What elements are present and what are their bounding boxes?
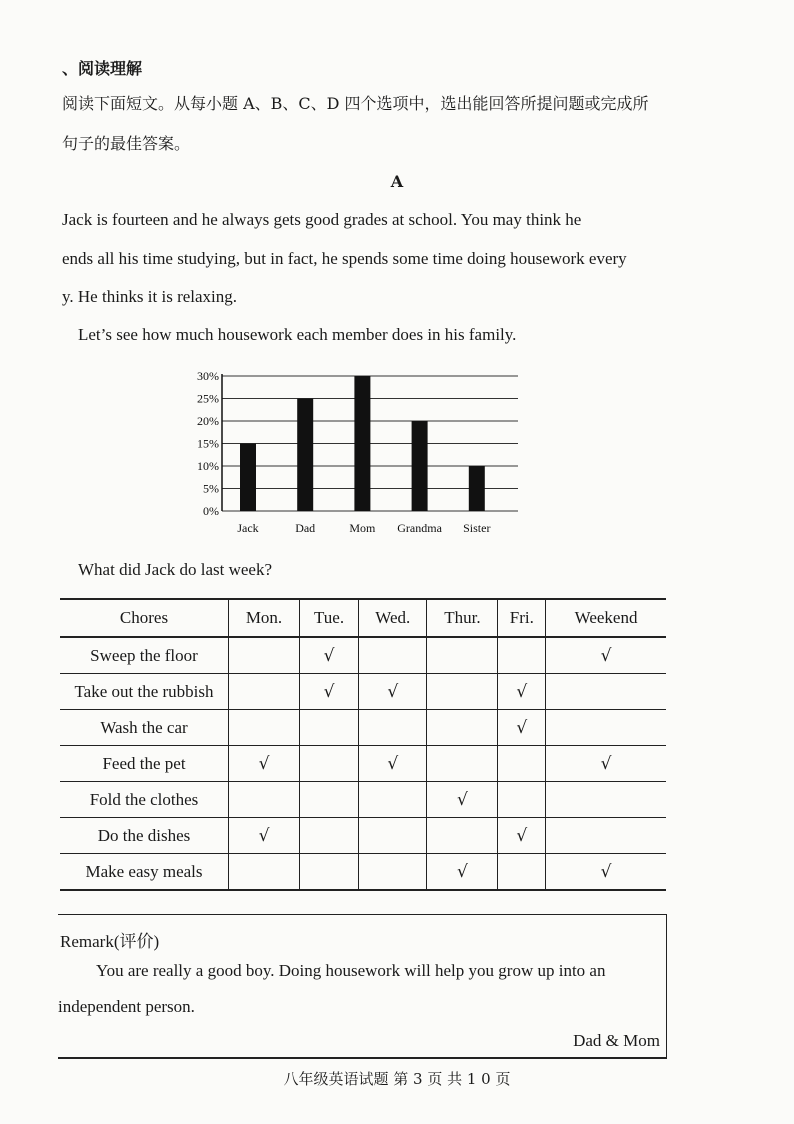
day-cell	[359, 818, 427, 854]
x-tick-label: Mom	[349, 521, 376, 535]
bar-grandma	[412, 421, 428, 511]
check-mark-icon: √	[516, 717, 528, 738]
day-cell	[427, 710, 498, 746]
bar-dad	[297, 399, 313, 512]
day-cell	[229, 782, 300, 818]
day-cell	[359, 854, 427, 891]
check-mark-icon: √	[387, 681, 399, 702]
day-cell	[546, 710, 666, 746]
day-cell	[300, 710, 359, 746]
table-header-row	[60, 599, 666, 637]
instruction-line-2: 句子的最佳答案。	[62, 134, 191, 153]
chore-name-cell: Make easy meals	[60, 854, 229, 891]
day-cell	[498, 818, 546, 854]
remark-box	[58, 914, 667, 1059]
table-row	[60, 818, 666, 854]
passage-line-4: Let’s see how much housework each member does in his family.	[78, 325, 517, 344]
table-row	[60, 674, 666, 710]
table-header-cell: Weekend	[546, 599, 666, 637]
check-mark-icon: √	[516, 825, 528, 846]
day-cell	[498, 674, 546, 710]
remark-signature: Dad & Mom	[573, 1031, 660, 1050]
bar-jack	[240, 444, 256, 512]
housework-bar-chart	[180, 360, 520, 540]
y-tick-label: 0%	[203, 504, 219, 518]
day-cell	[498, 637, 546, 674]
table-row	[60, 637, 666, 674]
day-cell	[427, 818, 498, 854]
y-tick-label: 25%	[197, 391, 219, 406]
y-tick-label: 15%	[197, 436, 219, 451]
day-cell	[300, 818, 359, 854]
passage-line-3: y. He thinks it is relaxing.	[62, 287, 238, 306]
bar-sister	[469, 466, 485, 511]
day-cell	[229, 818, 300, 854]
day-cell	[359, 637, 427, 674]
day-cell	[300, 782, 359, 818]
chore-name-cell: Fold the clothes	[60, 782, 229, 818]
day-cell	[546, 746, 666, 782]
check-mark-icon: √	[516, 681, 528, 702]
day-cell	[359, 710, 427, 746]
day-cell	[229, 637, 300, 674]
chores-table	[60, 598, 666, 891]
day-cell	[546, 782, 666, 818]
y-tick-label: 30%	[197, 369, 219, 383]
bar-mom	[354, 376, 370, 511]
check-mark-icon: √	[600, 753, 612, 774]
check-mark-icon: √	[387, 753, 399, 774]
day-cell	[427, 746, 498, 782]
table-header-cell: Thur.	[427, 599, 498, 637]
table-row	[60, 854, 666, 891]
table-header-cell: Tue.	[300, 599, 359, 637]
day-cell	[229, 746, 300, 782]
day-cell	[546, 818, 666, 854]
x-tick-label: Grandma	[397, 521, 442, 535]
day-cell	[229, 710, 300, 746]
check-mark-icon: √	[323, 681, 335, 702]
x-tick-label: Dad	[295, 521, 316, 535]
y-tick-label: 20%	[197, 414, 219, 428]
day-cell	[359, 746, 427, 782]
table-question: What did Jack do last week?	[78, 560, 273, 579]
table-row	[60, 746, 666, 782]
day-cell	[300, 674, 359, 710]
day-cell	[300, 854, 359, 891]
day-cell	[546, 854, 666, 891]
section-title: 、阅读理解	[62, 59, 143, 78]
x-tick-label: Sister	[463, 521, 491, 535]
x-tick-label: Jack	[237, 521, 259, 535]
chore-name-cell: Do the dishes	[60, 818, 229, 854]
day-cell	[546, 674, 666, 710]
day-cell	[498, 854, 546, 891]
table-header-cell: Mon.	[229, 599, 300, 637]
y-tick-label: 5%	[203, 481, 219, 496]
day-cell	[359, 782, 427, 818]
day-cell	[498, 782, 546, 818]
passage-label: A	[390, 172, 404, 191]
check-mark-icon: √	[457, 861, 468, 882]
day-cell	[359, 674, 427, 710]
check-mark-icon: √	[323, 645, 335, 666]
table-row	[60, 782, 666, 818]
instruction-line-1: 阅读下面短文。从每小题 A、B、C、D 四个选项中，选出能回答所提问题或完成所	[62, 94, 649, 113]
day-cell	[229, 674, 300, 710]
day-cell	[427, 854, 498, 891]
chore-name-cell: Sweep the floor	[60, 637, 229, 674]
check-mark-icon: √	[600, 645, 612, 666]
day-cell	[498, 710, 546, 746]
check-mark-icon: √	[600, 861, 612, 882]
check-mark-icon: √	[457, 789, 468, 810]
table-row	[60, 710, 666, 746]
day-cell	[427, 637, 498, 674]
remark-title: Remark(评价)	[60, 932, 160, 951]
passage-line-1: Jack is fourteen and he always gets good grades at school. You may think he	[62, 210, 582, 229]
table-header-cell: Fri.	[498, 599, 546, 637]
chore-name-cell: Wash the car	[60, 710, 229, 746]
day-cell	[427, 782, 498, 818]
day-cell	[300, 746, 359, 782]
remark-line-2: independent person.	[58, 997, 195, 1016]
passage-line-2: ends all his time studying, but in fact, he spends some time doing housework every	[62, 249, 627, 268]
check-mark-icon: √	[258, 753, 270, 774]
day-cell	[229, 854, 300, 891]
chore-name-cell: Feed the pet	[60, 746, 229, 782]
day-cell	[427, 674, 498, 710]
remark-line-1: You are really a good boy. Doing housework will help you grow up into an	[96, 961, 606, 980]
page-footer: 八年级英语试题 第 3 页 共 1 0 页	[283, 1070, 511, 1088]
day-cell	[546, 637, 666, 674]
y-tick-label: 10%	[197, 459, 219, 473]
day-cell	[300, 637, 359, 674]
day-cell	[498, 746, 546, 782]
table-header-cell: Chores	[60, 599, 229, 637]
table-header-cell: Wed.	[359, 599, 427, 637]
check-mark-icon: √	[258, 825, 270, 846]
chore-name-cell: Take out the rubbish	[60, 674, 229, 710]
